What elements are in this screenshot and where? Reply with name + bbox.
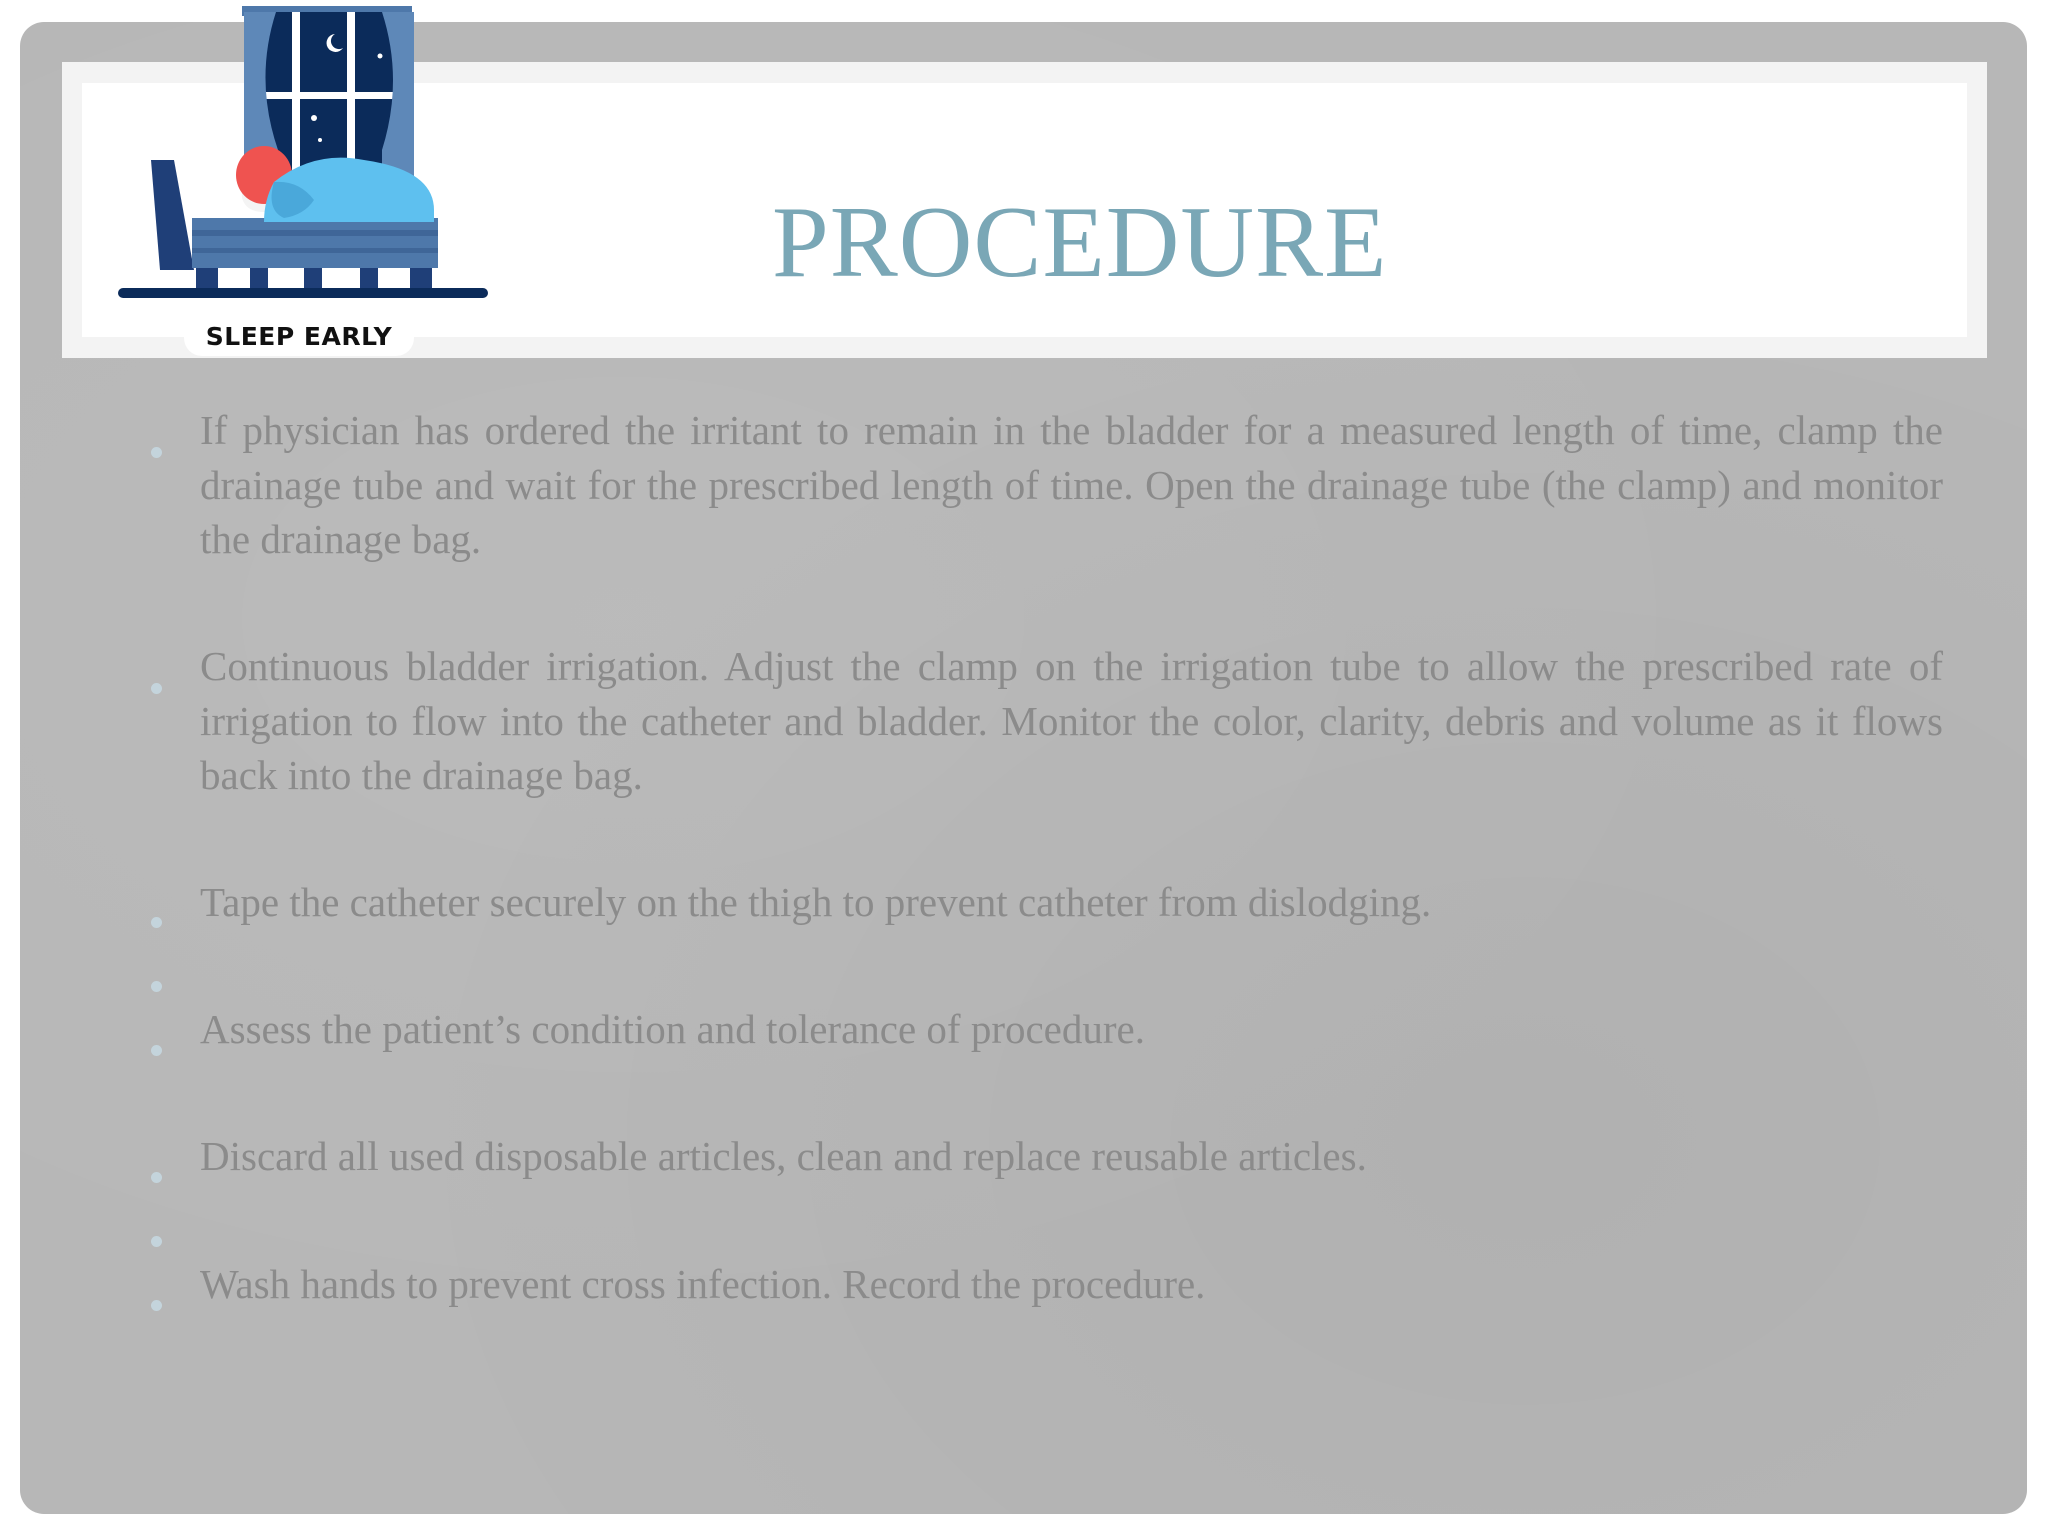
bullet-marker [151, 447, 162, 458]
bullet-item: Tape the catheter securely on the thigh to prevent catheter from dislodging. [200, 879, 1432, 925]
bullet-marker [151, 683, 162, 694]
slide-title: PROCEDURE [772, 186, 1388, 299]
bullet-item: Continuous bladder irrigation. Adjust the clamp on the irrigation tube to allow the prescribed rate of irrigation to flow into the catheter and bladder. Monitor the color, clarity, debris and volume as it flows back into the drainage bag. [200, 643, 1943, 798]
bullet-marker [151, 1300, 162, 1311]
bullet-marker [151, 1172, 162, 1183]
sleeping-in-bed-icon [114, 0, 494, 320]
bullet-marker [151, 1045, 162, 1056]
bullet-marker [151, 1236, 162, 1247]
bullet-item: If physician has ordered the irritant to remain in the bladder for a measured length of time, clamp the drainage tube and wait for the prescribed length of time. Open the drainage tube (the clamp) and monitor the drainage bag. [200, 407, 1943, 562]
sleep-early-logo [114, 0, 494, 360]
bullet-marker [151, 917, 162, 928]
bullet-item: Assess the patient’s condition and tolerance of procedure. [200, 1006, 1145, 1052]
bullet-item: Wash hands to prevent cross infection. Record the procedure. [200, 1261, 1206, 1307]
logo-caption: SLEEP EARLY [184, 318, 414, 356]
bullet-marker [151, 981, 162, 992]
bullet-item: Discard all used disposable articles, clean and replace reusable articles. [200, 1133, 1367, 1179]
